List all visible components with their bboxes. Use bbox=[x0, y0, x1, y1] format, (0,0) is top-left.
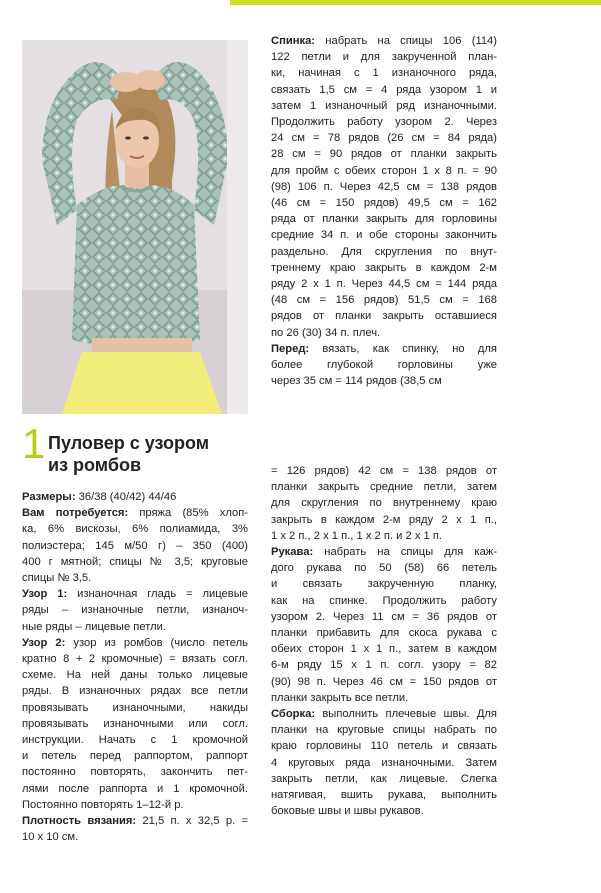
text-line: ка, 6% вискозы, 6% полиамида, 3% bbox=[22, 523, 248, 536]
text-line: инструкции. Начать с 1 кромочной bbox=[22, 734, 248, 747]
text-line: лями после раппорта и 1 кромочной. bbox=[22, 782, 248, 795]
section-label: Вам потребуется: bbox=[22, 507, 129, 520]
paragraph bbox=[271, 706, 497, 819]
text-line: (48 см = 156 рядов) 51,5 см = 168 bbox=[271, 294, 497, 307]
text-line: ряду 2 х 1 п. Через 44,5 см = 144 ряда bbox=[271, 278, 497, 291]
text-line: кратно 8 + 2 кромочные) = вязать согл. bbox=[22, 653, 248, 666]
text-line: 4 круговых ряда изнаночными. Затем bbox=[271, 756, 497, 769]
text-line: узором 2. Через 11 см = 36 рядов от bbox=[271, 610, 497, 623]
model-illustration bbox=[22, 40, 248, 414]
text-line: через 35 см = 114 рядов (38,5 см bbox=[271, 375, 442, 388]
text-line: закрыть петли, как лицевые. Слегка bbox=[271, 772, 497, 785]
text-line: боковые швы и швы рукавов. bbox=[271, 805, 424, 818]
title-line-1: Пуловер с узором bbox=[48, 433, 210, 453]
text-line: краю горловины 110 петель и связать bbox=[271, 740, 497, 753]
right-top-column bbox=[271, 33, 497, 389]
text-line: планки закрыть все петли. bbox=[271, 691, 409, 704]
right-bottom-column bbox=[271, 463, 497, 819]
text-line: Рукава: набрать на спицы для каж- bbox=[271, 546, 497, 559]
text-line: Узор 1: изнаночная гладь = лицевые bbox=[22, 588, 248, 601]
paragraph bbox=[271, 33, 497, 341]
text-line: Сборка: выполнить плечевые швы. Для bbox=[271, 708, 497, 721]
text-line: раздельно. Для скругления по внут- bbox=[271, 245, 497, 258]
text-line: планки на круговые спицы набрать по bbox=[271, 724, 497, 737]
paragraph bbox=[271, 544, 497, 706]
text-line: Спинка: набрать на спицы 106 (114) bbox=[271, 35, 497, 47]
text-line: по 26 (30) 34 п. плеч. bbox=[271, 326, 381, 339]
text-line: ряды – изнаночные петли, изнаноч- bbox=[22, 604, 248, 617]
text-line: спицы № 3,5. bbox=[22, 572, 92, 585]
text-line: для пройм с обеих сторон 1 х 8 п. = 90 bbox=[271, 164, 497, 177]
text-line: планки закрыть средние петли, затем bbox=[271, 481, 497, 494]
text-line: рядов от планки закрыть оставшиеся bbox=[271, 310, 497, 323]
text-line: 28 см = 90 рядов от планки закрыть bbox=[271, 148, 497, 161]
title-line-2: из ромбов bbox=[48, 455, 142, 475]
section-label: Перед: bbox=[271, 342, 310, 355]
section-label: Узор 1: bbox=[22, 588, 68, 601]
text-line: и петель перед раппортом, раппорт bbox=[22, 750, 248, 763]
text-line: связать 1,5 см = 4 ряда узором 1 и bbox=[271, 83, 497, 96]
pattern-number: 1 bbox=[22, 420, 46, 467]
section-label: Размеры: bbox=[22, 491, 76, 503]
model-photo bbox=[22, 40, 248, 414]
text-line: обеих сторон 1 х 1 п., затем в каждом bbox=[271, 643, 497, 656]
text-line: постоянно повторять, закончить пет- bbox=[22, 766, 248, 779]
text-line: натягивая, вшить рукава, выполнить bbox=[271, 789, 497, 802]
text-line: как на спинке. Продолжить работу bbox=[271, 594, 497, 607]
text-line: Вам потребуется: пряжа (85% хлоп- bbox=[22, 507, 248, 520]
text-line: схеме. На ней даны только лицевые bbox=[22, 669, 248, 682]
paragraph bbox=[22, 586, 248, 635]
text-line: 122 петли и для закрученной план- bbox=[271, 51, 497, 64]
text-line: дого рукава по 50 (58) 66 петель bbox=[271, 562, 497, 575]
paragraph bbox=[22, 489, 248, 505]
text-line: закрыть в каждом 2-м ряду 2 х 1 п., bbox=[271, 513, 497, 526]
text-line: = 126 рядов) 42 см = 138 рядов от bbox=[271, 465, 497, 477]
text-line: треннему краю закрыть в каждом 2-м bbox=[271, 261, 497, 274]
section-label: Узор 2: bbox=[22, 636, 66, 649]
text-line: для скругления по внутреннему краю bbox=[271, 497, 497, 510]
text-line: (98) 106 п. Через 42,5 см = 138 рядов bbox=[271, 180, 497, 193]
accent-bar bbox=[230, 0, 601, 5]
text-line: провязывать изнаночными или согл. bbox=[22, 717, 248, 730]
section-label: Рукава: bbox=[271, 546, 314, 559]
text-line: Продолжить работу узором 2. Через bbox=[271, 116, 497, 129]
text-line: Плотность вязания: 21,5 п. х 32,5 р. = bbox=[22, 815, 248, 828]
paragraph bbox=[271, 341, 497, 390]
text-line: ные ряды – лицевые петли. bbox=[22, 620, 166, 633]
text-line: ряды. В изнаночных рядах все петли bbox=[22, 685, 248, 698]
text-line: Размеры: 36/38 (40/42) 44/46 bbox=[22, 491, 177, 503]
text-line: Узор 2: узор из ромбов (число петель bbox=[22, 636, 248, 649]
text-line: 6-м ряду 15 х 1 п. согл. узору = 82 bbox=[271, 659, 497, 672]
text-line: затем 1 изнаночный ряд изнаночными. bbox=[271, 99, 497, 112]
text-line: 1 х 2 п., 2 х 1 п., 1 х 2 п. и 2 х 1 п. bbox=[271, 529, 443, 542]
section-label: Плотность вязания: bbox=[22, 815, 137, 828]
text-line: (46 см = 150 рядов) 49,5 см = 162 bbox=[271, 197, 497, 210]
paragraph bbox=[22, 505, 248, 586]
text-line: ки, начиная с 1 изнаночного ряда, bbox=[271, 67, 497, 80]
section-label: Спинка: bbox=[271, 35, 316, 47]
text-line: полиэстера; 145 м/50 г) – 350 (400) bbox=[22, 539, 248, 552]
text-line: планки прибавить для скоса рукава с bbox=[271, 627, 497, 640]
text-line: Постоянно повторять 1–12-й р. bbox=[22, 798, 184, 811]
text-line: Перед: вязать, как спинку, но для bbox=[271, 342, 497, 355]
paragraph bbox=[22, 813, 248, 845]
text-line: (90) 98 п. Через 46 см = 150 рядов от bbox=[271, 675, 497, 688]
text-line: 24 см = 78 рядов (26 см = 84 ряда) bbox=[271, 132, 497, 145]
section-label: Сборка: bbox=[271, 708, 316, 721]
text-line: более глубокой горловины уже bbox=[271, 359, 497, 372]
pattern-title bbox=[48, 432, 209, 476]
text-line: средние 34 п. и обе стороны закончить bbox=[271, 229, 497, 242]
paragraph bbox=[271, 463, 497, 544]
left-column bbox=[22, 489, 248, 845]
text-line: провязывать изнаночными, накиды bbox=[22, 701, 248, 714]
text-line: ряда от планки закрыть для горловины bbox=[271, 213, 497, 226]
text-line: 10 х 10 см. bbox=[22, 831, 79, 844]
text-line: и связать закрученную планку, bbox=[271, 578, 497, 591]
text-line: 400 г мятной; спицы № 3,5; круговые bbox=[22, 555, 248, 568]
paragraph bbox=[22, 635, 248, 813]
